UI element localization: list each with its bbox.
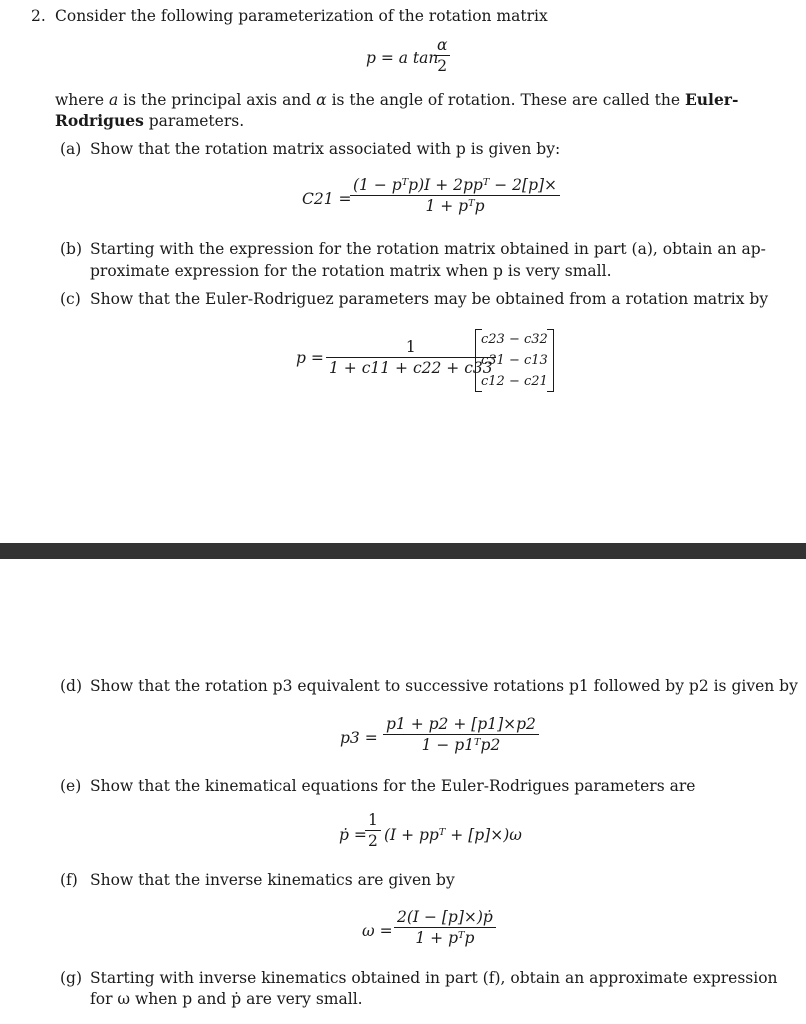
param-equation-fraction: [434, 35, 450, 76]
param-equation-den: 2: [437, 57, 448, 75]
part-g-text-2: for ω when p and ṗ are very small.: [90, 990, 363, 1008]
eq-d-fraction: [383, 714, 539, 755]
problem-number: 2.: [31, 7, 46, 25]
part-d-text: Show that the rotation p3 equivalent to successive rotations p1 followed by p2 is given by: [90, 677, 798, 695]
eq-e-lhs: ṗ =: [339, 826, 367, 844]
page-divider: [0, 543, 806, 559]
eq-c-matrix-row-3: c12 − c21: [481, 374, 548, 389]
part-g-text-1: Starting with inverse kinematics obtained in part (f), obtain an approximate expression: [90, 969, 778, 987]
part-g-label: (g): [60, 969, 83, 987]
where-paragraph-line1: where a is the principal axis and α is the angle of rotation. These are called the Euler-: [55, 90, 739, 109]
eq-a-lhs: C21 =: [302, 190, 352, 208]
eq-c-matrix-row-2: c31 − c13: [481, 353, 548, 368]
part-c-label: (c): [60, 290, 81, 308]
eq-c-matrix: [475, 329, 554, 392]
eq-c-fraction: [326, 337, 496, 378]
part-e-label: (e): [60, 777, 82, 795]
eq-f-den: 1 + pᵀp: [415, 929, 475, 947]
eq-f-num: 2(I − [p]×)ṗ: [397, 908, 493, 926]
eq-e-fraction: [365, 810, 381, 851]
eq-a-num: (1 − pᵀp)I + 2ppᵀ − 2[p]×: [353, 176, 558, 194]
eq-f-lhs: ω =: [362, 922, 393, 940]
part-a-text: Show that the rotation matrix associated with p is given by:: [90, 140, 561, 158]
param-equation-num: α: [437, 36, 448, 54]
eq-e-num: 1: [368, 811, 378, 829]
eq-c-num: 1: [405, 338, 416, 356]
eq-e-rhs: (I + ppᵀ + [p]×)ω: [384, 826, 522, 844]
eq-d-num: p1 + p2 + [p1]×p2: [386, 715, 536, 733]
part-f-label: (f): [60, 871, 78, 889]
eq-e-den: 2: [368, 832, 378, 850]
part-b-text-1: Starting with the expression for the rotation matrix obtained in part (a), obtain an ap-: [90, 240, 766, 258]
part-e-text: Show that the kinematical equations for the Euler-Rodrigues parameters are: [90, 777, 696, 795]
part-b-label: (b): [60, 240, 83, 258]
part-a-label: (a): [60, 140, 82, 158]
eq-d-lhs: p3 =: [340, 729, 378, 747]
part-d-label: (d): [60, 677, 83, 695]
eq-c-lhs: p =: [296, 349, 324, 367]
eq-a-fraction: [350, 175, 560, 216]
eq-d-den: 1 − p1ᵀp2: [421, 736, 501, 754]
eq-c-den: 1 + c11 + c22 + c33: [329, 359, 493, 377]
where-paragraph-line2: Rodrigues parameters.: [55, 111, 245, 130]
part-f-text: Show that the inverse kinematics are given by: [90, 871, 455, 889]
eq-c-matrix-row-1: c23 − c32: [481, 332, 548, 347]
param-equation-lhs: p = a tan: [366, 49, 439, 67]
eq-f-fraction: [394, 907, 496, 948]
part-c-text: Show that the Euler-Rodriguez parameters may be obtained from a rotation matrix by: [90, 290, 769, 308]
part-b-text-2: proximate expression for the rotation matrix when p is very small.: [90, 262, 612, 280]
eq-a-den: 1 + pᵀp: [425, 197, 485, 215]
problem-intro: Consider the following parameterization of the rotation matrix: [55, 7, 548, 25]
